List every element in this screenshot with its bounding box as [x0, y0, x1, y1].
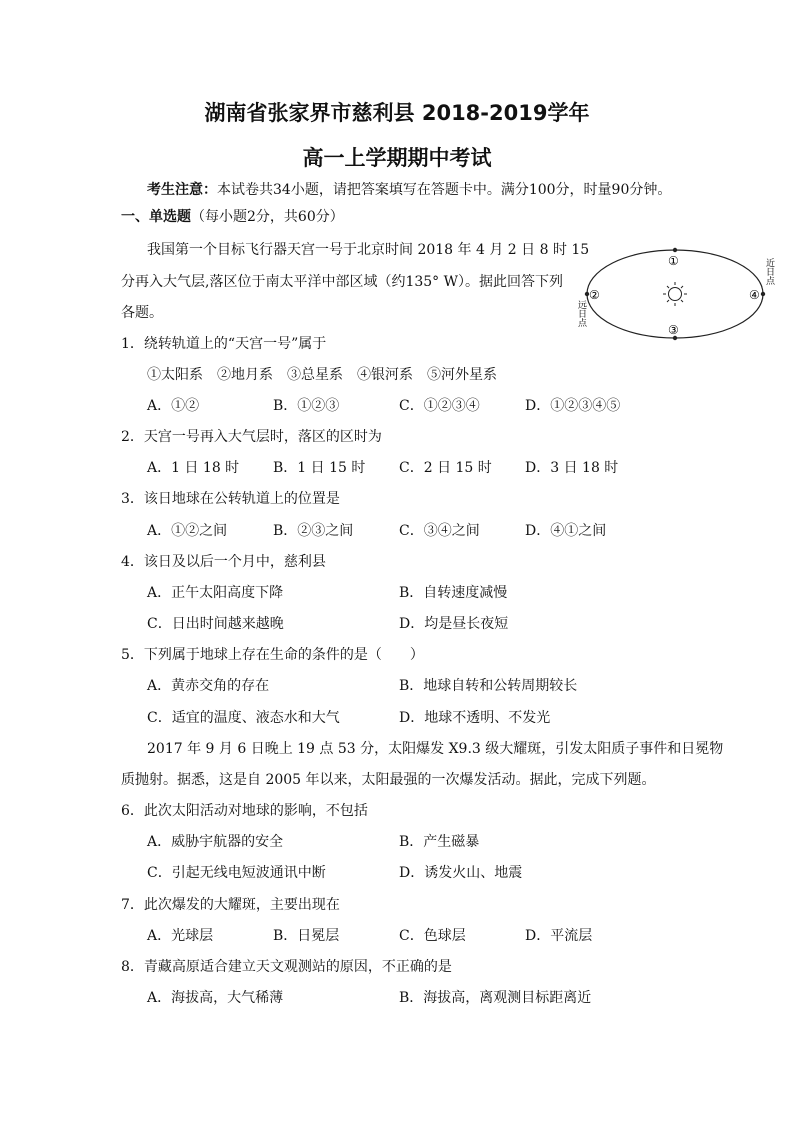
q8-option-a: A．海拔高，大气稀薄: [147, 990, 284, 1006]
orbit-label-4: ④: [749, 288, 760, 302]
passage1-line1: 我国第一个目标飞行器天宫一号于北京时间 2018 年 4 月 2 日 8 时 15: [147, 242, 590, 258]
section-heading: [121, 207, 344, 227]
q5-option-b: B．地球自转和公转周期较长: [399, 678, 578, 694]
notice-label: 考生注意：: [147, 182, 217, 198]
q1-option-c: C．①②③④: [399, 398, 480, 414]
q4-option-d: D．均是昼长夜短: [399, 616, 509, 632]
q3-option-b: B．②③之间: [273, 523, 354, 539]
section-note: （每小题2分，共60分）: [191, 209, 344, 225]
q7-option-d: D．平流层: [525, 928, 593, 944]
earth-orbit-diagram: [574, 242, 784, 352]
exam-notice: [147, 180, 671, 200]
q8-option-b: B．海拔高，离观测目标距离近: [399, 990, 592, 1006]
q7-option-c: C．色球层: [399, 928, 466, 944]
q5-stem: 5．下列属于地球上存在生命的条件的是（ ）: [121, 647, 424, 663]
sun-icon: [663, 282, 687, 306]
q6-stem: 6．此次太阳活动对地球的影响，不包括: [121, 803, 368, 819]
orbit-point-4: [761, 292, 765, 296]
orbit-label-2: ②: [589, 288, 600, 302]
q7-stem: 7．此次爆发的大耀斑，主要出现在: [121, 897, 340, 913]
q7-option-b: B．日冕层: [273, 928, 340, 944]
exam-title-line1: 湖南省张家界市慈利县 2018-2019学年: [204, 101, 590, 125]
q4-option-a: A．正午太阳高度下降: [147, 585, 284, 601]
orbit-label-3: ③: [668, 323, 679, 337]
q4-stem: 4．该日及以后一个月中，慈利县: [121, 554, 326, 570]
passage1-line3: 各题。: [121, 305, 163, 321]
q2-option-c: C．2 日 15 时: [399, 460, 492, 476]
q7-option-a: A．光球层: [147, 928, 214, 944]
q8-stem: 8．青藏高原适合建立天文观测站的原因，不正确的是: [121, 959, 452, 975]
q3-option-a: A．①②之间: [147, 523, 228, 539]
q3-option-d: D．④①之间: [525, 523, 607, 539]
passage2-line1: 2017 年 9 月 6 日晚上 19 点 53 分，太阳爆发 X9.3 级大耀斑，引发太阳质子事件和日冕物: [147, 741, 724, 757]
q6-option-d: D．诱发火山、地震: [399, 865, 523, 881]
q1-option-b: B．①②③: [273, 398, 340, 414]
q4-option-b: B．自转速度减慢: [399, 585, 508, 601]
exam-title-line2: 高一上学期期中考试: [302, 146, 492, 170]
orbit-label-1: ①: [668, 254, 679, 268]
passage1-line2: 分再入大气层,落区位于南太平洋中部区域（约135° W）。据此回答下列: [121, 274, 564, 290]
q6-option-c: C．引起无线电短波通讯中断: [147, 865, 326, 881]
aphelion-label: 远日点: [576, 300, 586, 327]
q5-option-c: C．适宜的温度、液态水和大气: [147, 710, 340, 726]
q1-option-a: A．①②: [147, 398, 200, 414]
q2-stem: 2．天宫一号再入大气层时，落区的区时为: [121, 429, 382, 445]
q6-option-a: A．威胁宇航器的安全: [147, 834, 284, 850]
q5-option-a: A．黄赤交角的存在: [147, 678, 270, 694]
q4-option-c: C．日出时间越来越晚: [147, 616, 284, 632]
q1-stem: 1．绕转轨道上的“天宫一号”属于: [121, 336, 327, 352]
q3-option-c: C．③④之间: [399, 523, 480, 539]
passage2-line2: 质抛射。据悉，这是自 2005 年以来，太阳最强的一次爆发活动。据此，完成下列题。: [121, 772, 656, 788]
q2-option-a: A．1 日 18 时: [147, 460, 240, 476]
q6-option-b: B．产生磁暴: [399, 834, 480, 850]
notice-text: 本试卷共34小题，请把答案填写在答题卡中。满分100分，时量90分钟。: [217, 182, 672, 198]
q1-items: ①太阳系 ②地月系 ③总星系 ④银河系 ⑤河外星系: [147, 367, 497, 383]
orbit-point-1: [673, 248, 677, 252]
q2-option-b: B．1 日 15 时: [273, 460, 366, 476]
q3-stem: 3．该日地球在公转轨道上的位置是: [121, 491, 340, 507]
q1-option-d: D．①②③④⑤: [525, 398, 621, 414]
q5-option-d: D．地球不透明、不发光: [399, 710, 551, 726]
q2-option-d: D．3 日 18 时: [525, 460, 619, 476]
section-title: 一、单选题: [121, 209, 191, 225]
perihelion-label: 近日点: [764, 258, 774, 285]
